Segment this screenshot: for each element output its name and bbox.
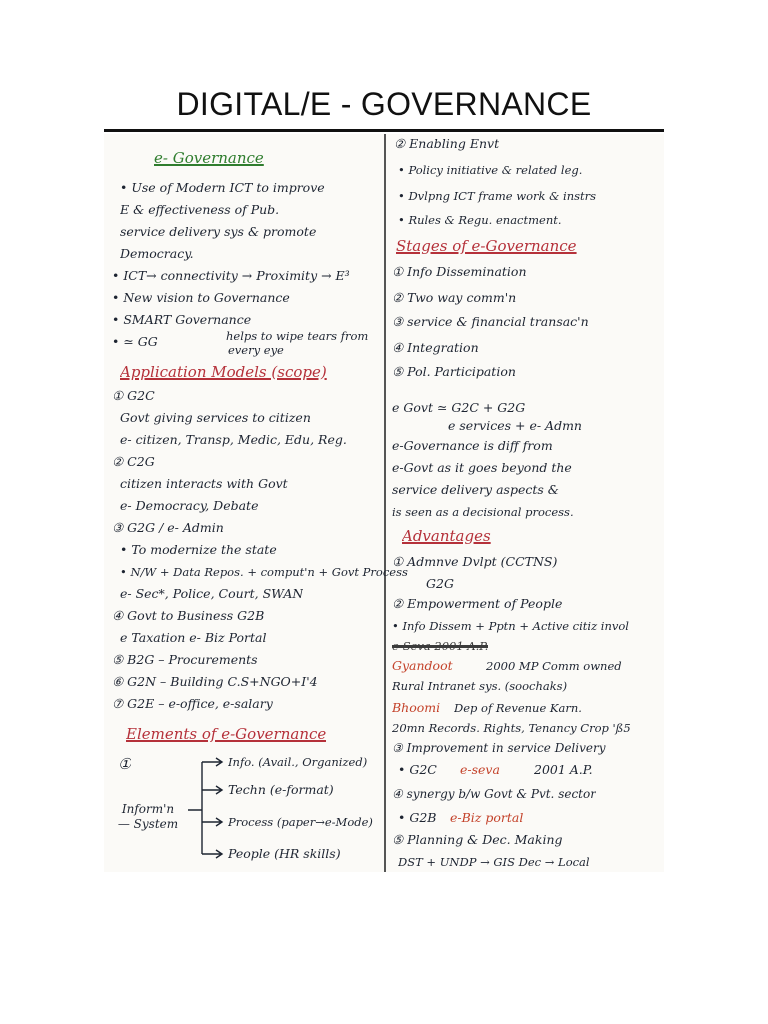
egov-line: • SMART Governance xyxy=(112,312,252,327)
egov-line: • ≃ GG xyxy=(112,334,158,349)
app-line: ⑥ G2N – Building C.S+NGO+I'4 xyxy=(112,674,318,689)
gyandoot-label: Gyandoot xyxy=(392,658,453,673)
g2b-prefix: • G2B xyxy=(398,810,437,825)
application-models-heading: Application Models (scope) xyxy=(120,364,327,380)
stage-line: ② Two way comm'n xyxy=(392,290,517,305)
enabling-line: • Policy initiative & related leg. xyxy=(398,163,583,177)
egov-line: service delivery sys & promote xyxy=(120,224,317,239)
element-item: Process (paper→e-Mode) xyxy=(228,815,373,829)
title-divider xyxy=(104,129,664,132)
app-line: • N/W + Data Repos. + comput'n + Govt Process xyxy=(120,565,408,579)
g2c-suffix: 2001 A.P. xyxy=(534,762,593,777)
bhoomi-text: 20mn Records. Rights, Tenancy Crop 'ß5 xyxy=(392,721,631,735)
stage-line: ① Info Dissemination xyxy=(392,264,527,279)
egov-line: • Use of Modern ICT to improve xyxy=(120,180,325,195)
advantages-heading: Advantages xyxy=(402,528,491,544)
adv-line-struck: e-Seva 2001 A.P. xyxy=(392,639,489,653)
adv-line: G2G xyxy=(426,576,454,591)
app-line: ④ Govt to Business G2B xyxy=(112,608,265,623)
app-line: ① G2C xyxy=(112,388,155,403)
egovt-line: is seen as a decisional process. xyxy=(392,505,574,519)
adv-line: DST + UNDP → GIS Dec → Local xyxy=(398,855,590,869)
elements-number: ① xyxy=(118,756,132,772)
egovt-line: e-Governance is diff from xyxy=(392,438,553,453)
adv-line: ① Admnve Dvlpt (CCTNS) xyxy=(392,554,558,569)
app-line: • To modernize the state xyxy=(120,542,277,557)
enabling-line: • Rules & Regu. enactment. xyxy=(398,213,562,227)
adv-line: ③ Improvement in service Delivery xyxy=(392,741,606,755)
enabling-line: ② Enabling Envt xyxy=(394,136,500,151)
stages-heading: Stages of e-Governance xyxy=(396,238,577,254)
g2c-red: e-seva xyxy=(460,762,500,777)
element-item: Info. (Avail., Organized) xyxy=(228,755,368,769)
gyandoot-text: 2000 MP Comm owned xyxy=(486,659,622,673)
column-divider xyxy=(384,134,386,872)
egov-annotation: every eye xyxy=(228,343,284,357)
app-line: Govt giving services to citizen xyxy=(120,410,311,425)
egovt-line: e-Govt as it goes beyond the xyxy=(392,460,572,475)
adv-line: ② Empowerment of People xyxy=(392,596,563,611)
stage-line: ⑤ Pol. Participation xyxy=(392,364,516,379)
handwritten-notes-scan xyxy=(104,134,664,872)
element-item: Techn (e-format) xyxy=(228,782,334,797)
app-line: e Taxation e- Biz Portal xyxy=(120,630,267,645)
app-line: e- citizen, Transp, Medic, Edu, Reg. xyxy=(120,432,347,447)
element-item: People (HR skills) xyxy=(228,846,341,861)
stage-line: ③ service & financial transac'n xyxy=(392,314,589,329)
app-line: e- Democracy, Debate xyxy=(120,498,259,513)
gyandoot-text: Rural Intranet sys. (soochaks) xyxy=(392,679,568,693)
egov-line: Democracy. xyxy=(120,246,194,261)
bhoomi-label: Bhoomi xyxy=(392,700,441,715)
egov-line: E & effectiveness of Pub. xyxy=(120,202,280,217)
app-line: ② C2G xyxy=(112,454,155,469)
adv-line: ④ synergy b/w Govt & Pvt. sector xyxy=(392,787,596,801)
app-line: e- Sec*, Police, Court, SWAN xyxy=(120,586,304,601)
app-line: ③ G2G / e- Admin xyxy=(112,520,224,535)
stage-line: ④ Integration xyxy=(392,340,479,355)
egov-annotation: helps to wipe tears from xyxy=(226,329,369,343)
app-line: ⑦ G2E – e-office, e-salary xyxy=(112,696,273,711)
egovt-line: e services + e- Admn xyxy=(448,418,582,433)
egov-line: • ICT→ connectivity → Proximity → E³ xyxy=(112,268,350,283)
app-line: ⑤ B2G – Procurements xyxy=(112,652,258,667)
egovt-line: service delivery aspects & xyxy=(392,482,559,497)
egovt-line: e Govt ≃ G2C + G2G xyxy=(392,400,526,415)
egov-line: • New vision to Governance xyxy=(112,290,290,305)
enabling-line: • Dvlpng ICT frame work & instrs xyxy=(398,189,597,203)
g2c-prefix: • G2C xyxy=(398,762,437,777)
elements-heading: Elements of e-Governance xyxy=(126,726,327,742)
bhoomi-text: Dep of Revenue Karn. xyxy=(454,701,582,715)
info-system-label: Inform'n — System xyxy=(117,802,179,831)
page-title: DIGITAL/E - GOVERNANCE xyxy=(176,86,592,122)
adv-line: • Info Dissem + Pptn + Active citiz invol xyxy=(392,619,629,633)
g2b-red: e-Biz portal xyxy=(450,810,524,825)
adv-line: ⑤ Planning & Dec. Making xyxy=(392,832,563,847)
app-line: citizen interacts with Govt xyxy=(120,476,288,491)
egov-heading: e- Governance xyxy=(154,150,264,166)
